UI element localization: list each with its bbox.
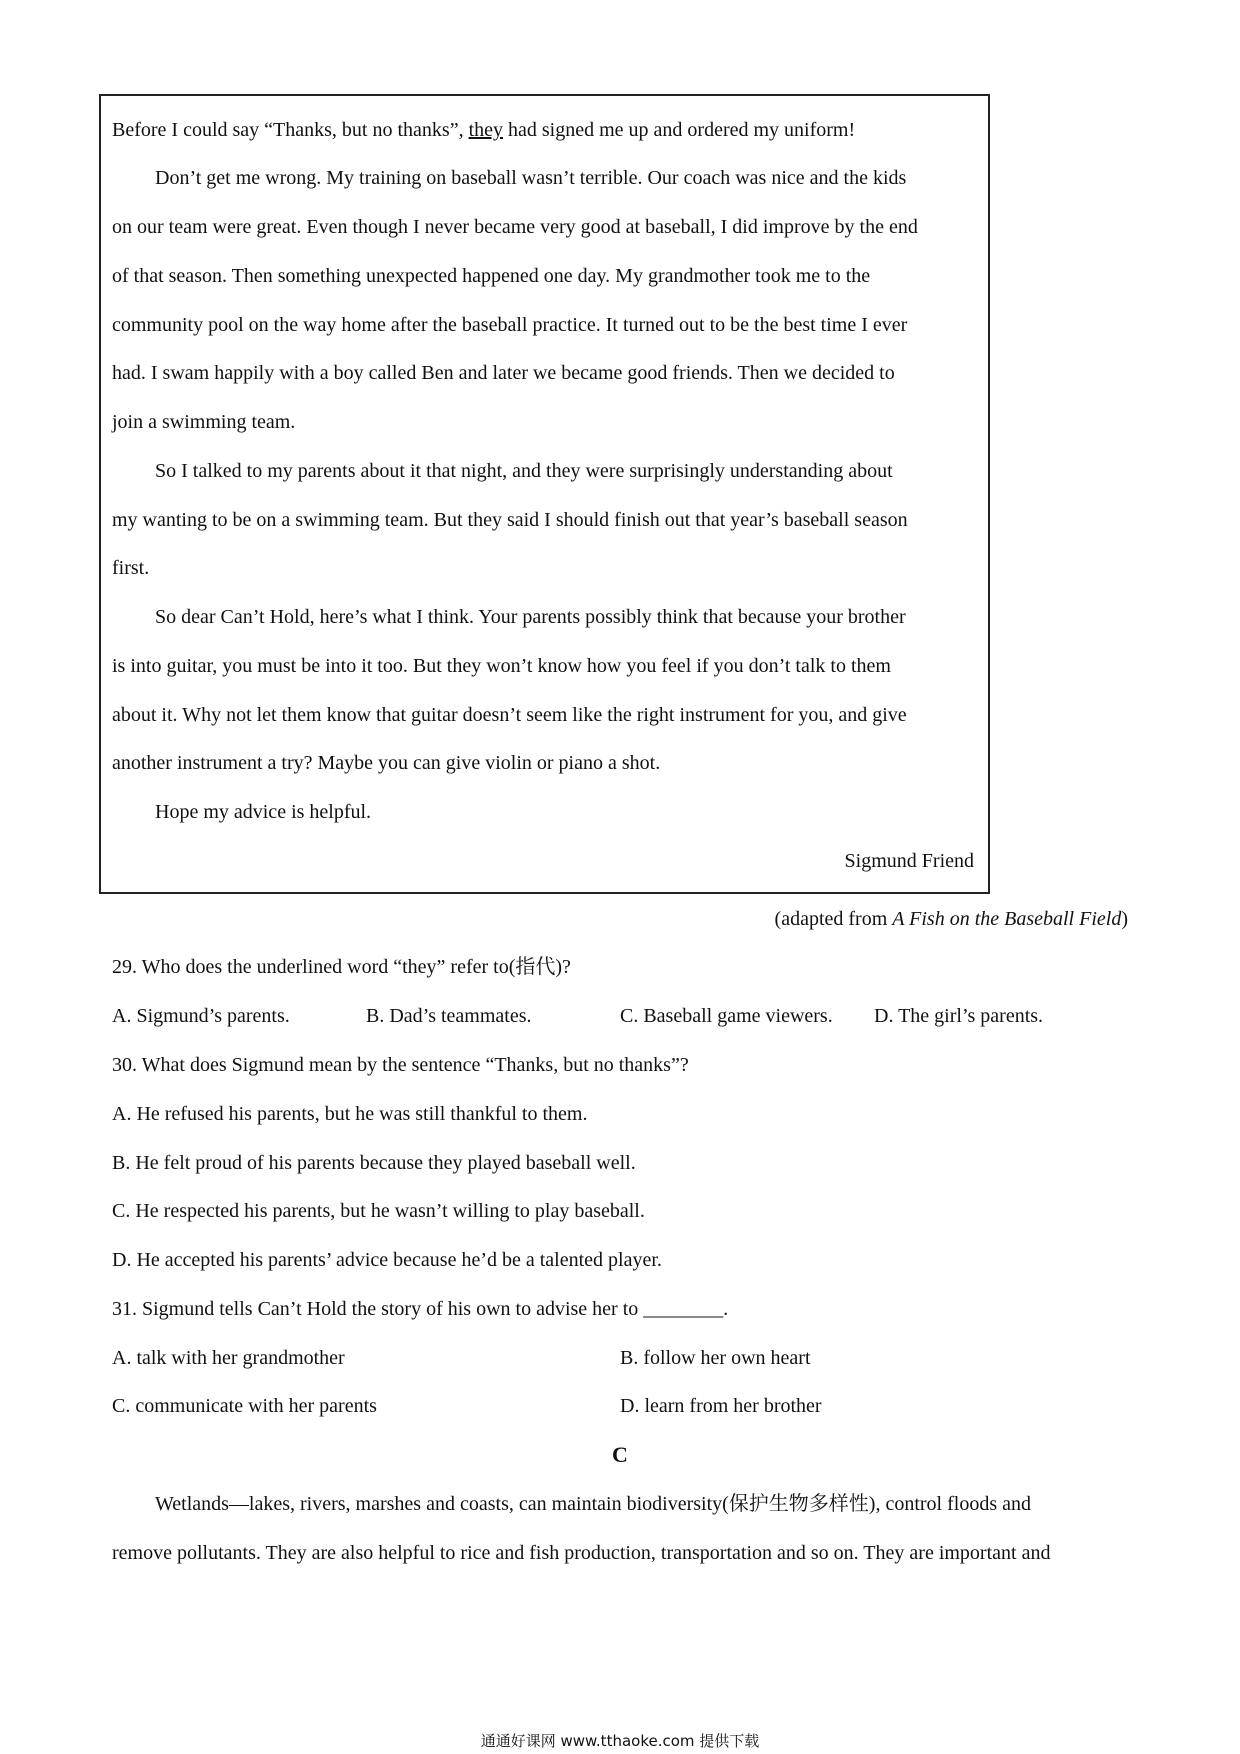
page-footer: 通通好课网 www.tthaoke.com 提供下载 — [480, 1732, 760, 1750]
passage-line-9: my wanting to be on a swimming team. But they said I should finish out that year’s baseball season — [112, 509, 908, 531]
question-31-option-d: D. learn from her brother — [620, 1395, 822, 1417]
question-29-option-a: A. Sigmund’s parents. — [112, 1005, 290, 1027]
passage-line-10: first. — [112, 557, 150, 579]
question-30-option-d: D. He accepted his parents’ advice because he’d be a talented player. — [112, 1249, 662, 1271]
question-30-stem: 30. What does Sigmund mean by the sentence “Thanks, but no thanks”? — [112, 1054, 689, 1076]
passage-line-1: Before I could say “Thanks, but no thanks”, they had signed me up and ordered my uniform! — [112, 119, 856, 141]
question-29-stem: 29. Who does the underlined word “they” refer to(指代)? — [112, 956, 571, 978]
section-c-heading: C — [612, 1442, 628, 1467]
question-30-option-b: B. He felt proud of his parents because they played baseball well. — [112, 1152, 636, 1174]
question-31-option-c: C. communicate with her parents — [112, 1395, 377, 1417]
passage-line-6: had. I swam happily with a boy called Ben and later we became good friends. Then we decided to — [112, 362, 895, 384]
question-29-option-c: C. Baseball game viewers. — [620, 1005, 833, 1027]
section-c-line-1: Wetlands—lakes, rivers, marshes and coasts, can maintain biodiversity(保护生物多样性), control floods and — [155, 1493, 1031, 1515]
passage-line-11: So dear Can’t Hold, here’s what I think. Your parents possibly think that because your brother — [155, 606, 906, 628]
passage-line-12: is into guitar, you must be into it too. But they won’t know how you feel if you don’t talk to them — [112, 655, 891, 677]
source-suffix: ) — [1121, 908, 1128, 930]
passage-line-2: Don’t get me wrong. My training on baseball wasn’t terrible. Our coach was nice and the kids — [155, 167, 907, 189]
source-prefix: (adapted from — [774, 908, 893, 930]
passage-line-15: Hope my advice is helpful. — [155, 801, 372, 823]
passage-line-14: another instrument a try? Maybe you can give violin or piano a shot. — [112, 752, 661, 774]
underlined-word-they: they — [468, 119, 504, 141]
passage-line-3: on our team were great. Even though I never became very good at baseball, I did improve by the end — [112, 216, 918, 238]
passage-line-8: So I talked to my parents about it that night, and they were surprisingly understanding about — [155, 460, 893, 482]
passage-line-7: join a swimming team. — [112, 411, 296, 433]
source-title: A Fish on the Baseball Field — [892, 908, 1122, 930]
question-31-stem: 31. Sigmund tells Can’t Hold the story of his own to advise her to ________. — [112, 1298, 729, 1320]
passage-signature: Sigmund Friend — [844, 850, 974, 872]
passage-line-13: about it. Why not let them know that guitar doesn’t seem like the right instrument for you, and give — [112, 704, 907, 726]
question-31-option-b: B. follow her own heart — [620, 1347, 811, 1369]
question-29-option-b: B. Dad’s teammates. — [366, 1005, 532, 1027]
passage-line-4: of that season. Then something unexpected happened one day. My grandmother took me to the — [112, 265, 871, 287]
question-30-option-c: C. He respected his parents, but he wasn’t willing to play baseball. — [112, 1200, 645, 1222]
question-30-option-a: A. He refused his parents, but he was still thankful to them. — [112, 1103, 588, 1125]
source-citation — [775, 907, 1128, 931]
passage-line-5: community pool on the way home after the baseball practice. It turned out to be the best time I ever — [112, 314, 908, 336]
question-29-option-d: D. The girl’s parents. — [874, 1005, 1044, 1027]
question-31-option-a: A. talk with her grandmother — [112, 1347, 345, 1369]
section-c-line-2: remove pollutants. They are also helpful to rice and fish production, transportation and so on. They are important and — [112, 1542, 1051, 1564]
